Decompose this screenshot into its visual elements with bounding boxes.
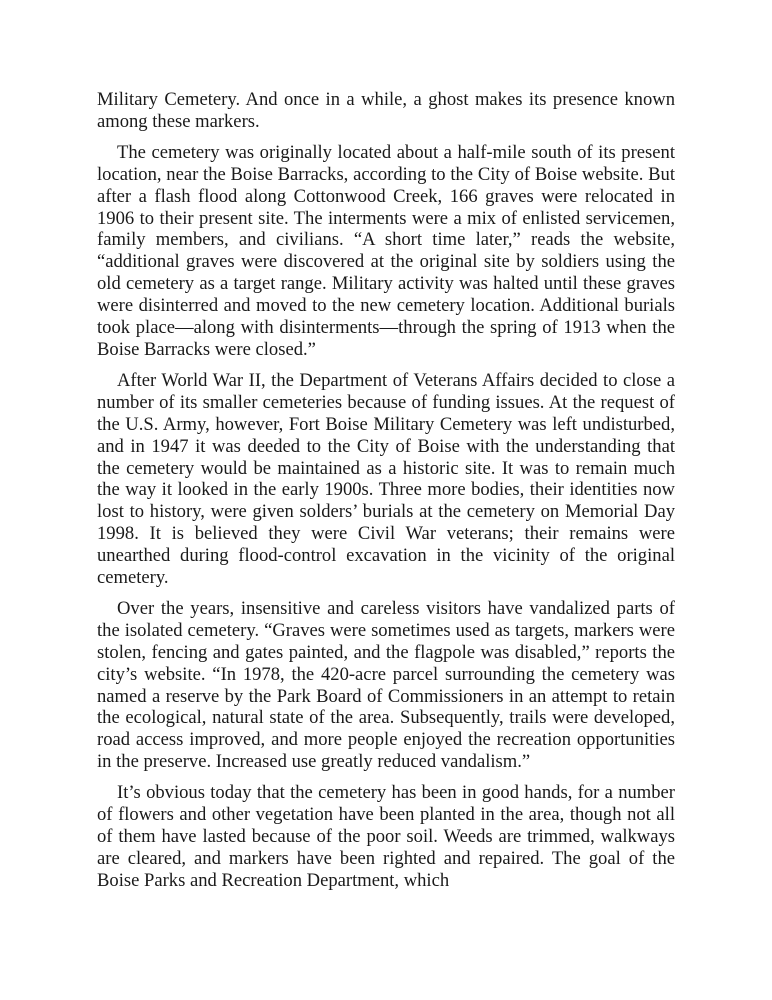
paragraph-cemetery-history: The cemetery was originally located about a half-mile south of its present location, near the Boise Barracks, according to the City of Boise website. But after a flash flood along Cottonwood Creek, 166 graves were relocated in 1906 to their present site. The interments were a mix of enlisted servicemen, family members, and civilians. “A short time later,” reads the website, “additional graves were discovered at the original site by soldiers using the old cemetery as a target range. Military activity was halted until these graves were disinterred and moved to the new cemetery location. Additional burials took place—along with disinterments—through the spring of 1913 when the Boise Barracks were closed.”	[97, 141, 675, 360]
paragraph-good-hands: It’s obvious today that the cemetery has been in good hands, for a number of flowers and other vegetation have been planted in the area, though not all of them have lasted because of the poor soil. Weeds are trimmed, walkways are cleared, and markers have been righted and repaired. The goal of the Boise Parks and Recreation Department, which	[97, 782, 675, 891]
paragraph-continued: Military Cemetery. And once in a while, a ghost makes its presence known among these markers.	[97, 89, 675, 132]
paragraph-vandalism: Over the years, insensitive and careless visitors have vandalized parts of the isolated cemetery. “Graves were sometimes used as targets, markers were stolen, fencing and gates painted, and the flagpole was disabled,” reports the city’s website. “In 1978, the 420-acre parcel surrounding the cemetery was named a reserve by the Park Board of Commissioners in an attempt to retain the ecological, natural state of the area. Subsequently, trails were developed, road access improved, and more people enjoyed the recreation opportunities in the preserve. Increased use greatly reduced vandalism.”	[97, 597, 675, 773]
paragraph-after-world-war-ii: After World War II, the Department of Veterans Affairs decided to close a number of its smaller cemeteries because of funding issues. At the request of the U.S. Army, however, Fort Boise Military Cemetery was left undisturbed, and in 1947 it was deeded to the City of Boise with the understanding that the cemetery would be maintained as a historic site. It was to remain much the way it looked in the early 1900s. Three more bodies, their identities now lost to history, were given solders’ burials at the cemetery on Memorial Day 1998. It is believed they were Civil War veterans; their remains were unearthed during flood-control excavation in the vicinity of the original cemetery.	[97, 369, 675, 589]
page-body	[97, 89, 675, 892]
